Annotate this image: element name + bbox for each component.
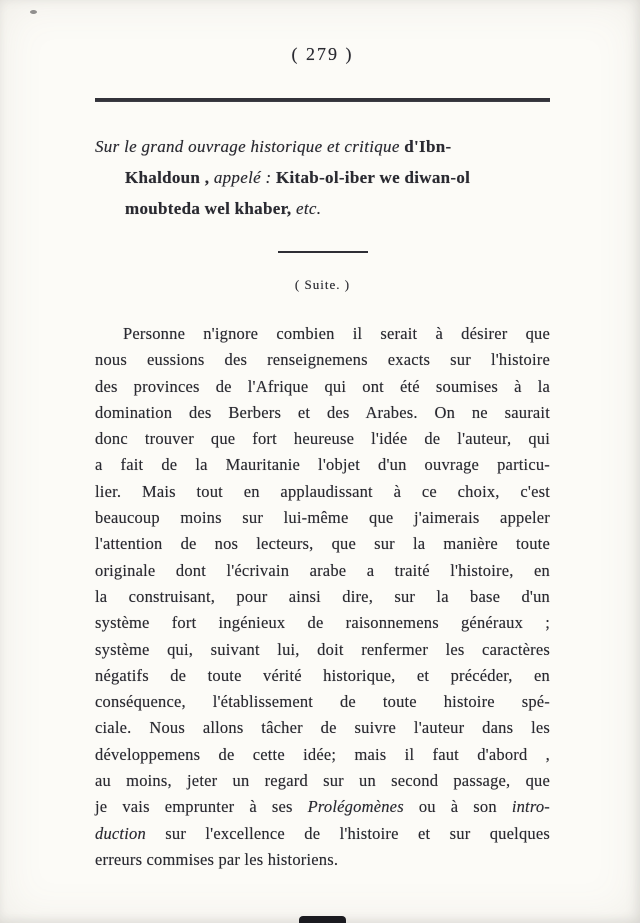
text-segment: au moins, jeter un regard sur un second passage, que (95, 771, 550, 791)
title-segment-italic: etc. (295, 199, 322, 218)
scan-artifact (299, 916, 346, 923)
scan-speckle (30, 10, 37, 14)
text-segment: conséquence, l'établissement de toute histoire spé- (95, 692, 550, 712)
text-segment: je vais emprunter à ses (95, 797, 308, 817)
text-line (95, 715, 550, 741)
page-content (95, 0, 550, 873)
text-segment: développemens de cette idée; mais il faut d'abord , (95, 744, 550, 764)
title-segment-roman: d'Ibn- (399, 137, 452, 156)
text-line (95, 847, 550, 873)
title-line (95, 131, 550, 162)
text-line (95, 558, 550, 584)
text-segment: négatifs de toute vérité historique, et précéder, en (95, 665, 550, 685)
text-line (95, 768, 550, 794)
text-line (95, 426, 550, 452)
text-line (95, 663, 550, 689)
text-line (95, 584, 550, 610)
text-segment: sur l'excellence de l'histoire et sur quelques (145, 823, 550, 843)
suite-label: ( Suite. ) (294, 277, 351, 292)
article-title (95, 131, 550, 224)
text-line (95, 374, 550, 400)
text-line (95, 637, 550, 663)
text-line (95, 689, 550, 715)
text-segment: domination des Berbers et des Arabes. On ne saurait (95, 402, 550, 422)
text-segment-italic: duction (95, 823, 146, 843)
page-number: ( 279 ) (291, 44, 354, 64)
text-segment: ciale. Nous allons tâcher de suivre l'auteur dans les (95, 718, 550, 738)
text-line (95, 347, 550, 373)
text-line (95, 400, 550, 426)
double-rule (95, 98, 550, 102)
text-line (95, 742, 550, 768)
text-segment: lier. Mais tout en applaudissant à ce choix, c'est (95, 481, 550, 501)
text-line (95, 479, 550, 505)
text-segment: Personne n'ignore combien il serait à désirer que (123, 324, 550, 343)
title-line (95, 193, 550, 224)
title-segment-italic: appelé : (213, 168, 272, 187)
text-segment: nous eussions des renseignemens exacts sur l'histoire (95, 350, 550, 370)
title-segment-roman: Kitab-ol-iber we diwan-ol (271, 168, 471, 187)
text-segment: a fait de la Mauritanie l'objet d'un ouvrage particu- (95, 455, 550, 475)
text-segment: système fort ingénieux de raisonnemens généraux ; (95, 613, 550, 633)
title-segment-italic: Sur le grand ouvrage historique et critique (95, 137, 400, 156)
title-segment-roman: moubteda wel khaber, (125, 199, 296, 218)
title-line (95, 162, 550, 193)
text-line (95, 794, 550, 820)
text-segment: donc trouver que fort heureuse l'idée de l'auteur, qui (95, 429, 550, 449)
text-segment: la construisant, pour ainsi dire, sur la base d'un (95, 586, 550, 606)
text-line (95, 452, 550, 478)
text-segment: ou à son (403, 797, 512, 817)
text-line (95, 821, 550, 847)
body-paragraph (95, 321, 550, 873)
text-line (95, 505, 550, 531)
text-line (95, 321, 550, 347)
text-segment-italic: Prolégomènes (307, 797, 404, 817)
title-segment-roman: Khaldoun , (125, 168, 214, 187)
text-segment: erreurs commises par les historiens. (95, 849, 339, 869)
text-segment: originale dont l'écrivain arabe a traité l'histoire, en (95, 560, 550, 580)
text-line (95, 610, 550, 636)
text-segment-italic: intro- (511, 797, 550, 817)
text-line (95, 531, 550, 557)
section-divider-rule (278, 251, 368, 253)
text-segment: l'attention de nos lecteurs, que sur la manière toute (95, 534, 550, 554)
text-segment: système qui, suivant lui, doit renfermer les caractères (95, 639, 550, 659)
text-segment: beaucoup moins sur lui-même que j'aimerais appeler (95, 508, 550, 528)
text-segment: des provinces de l'Afrique qui ont été soumises à la (95, 376, 550, 396)
